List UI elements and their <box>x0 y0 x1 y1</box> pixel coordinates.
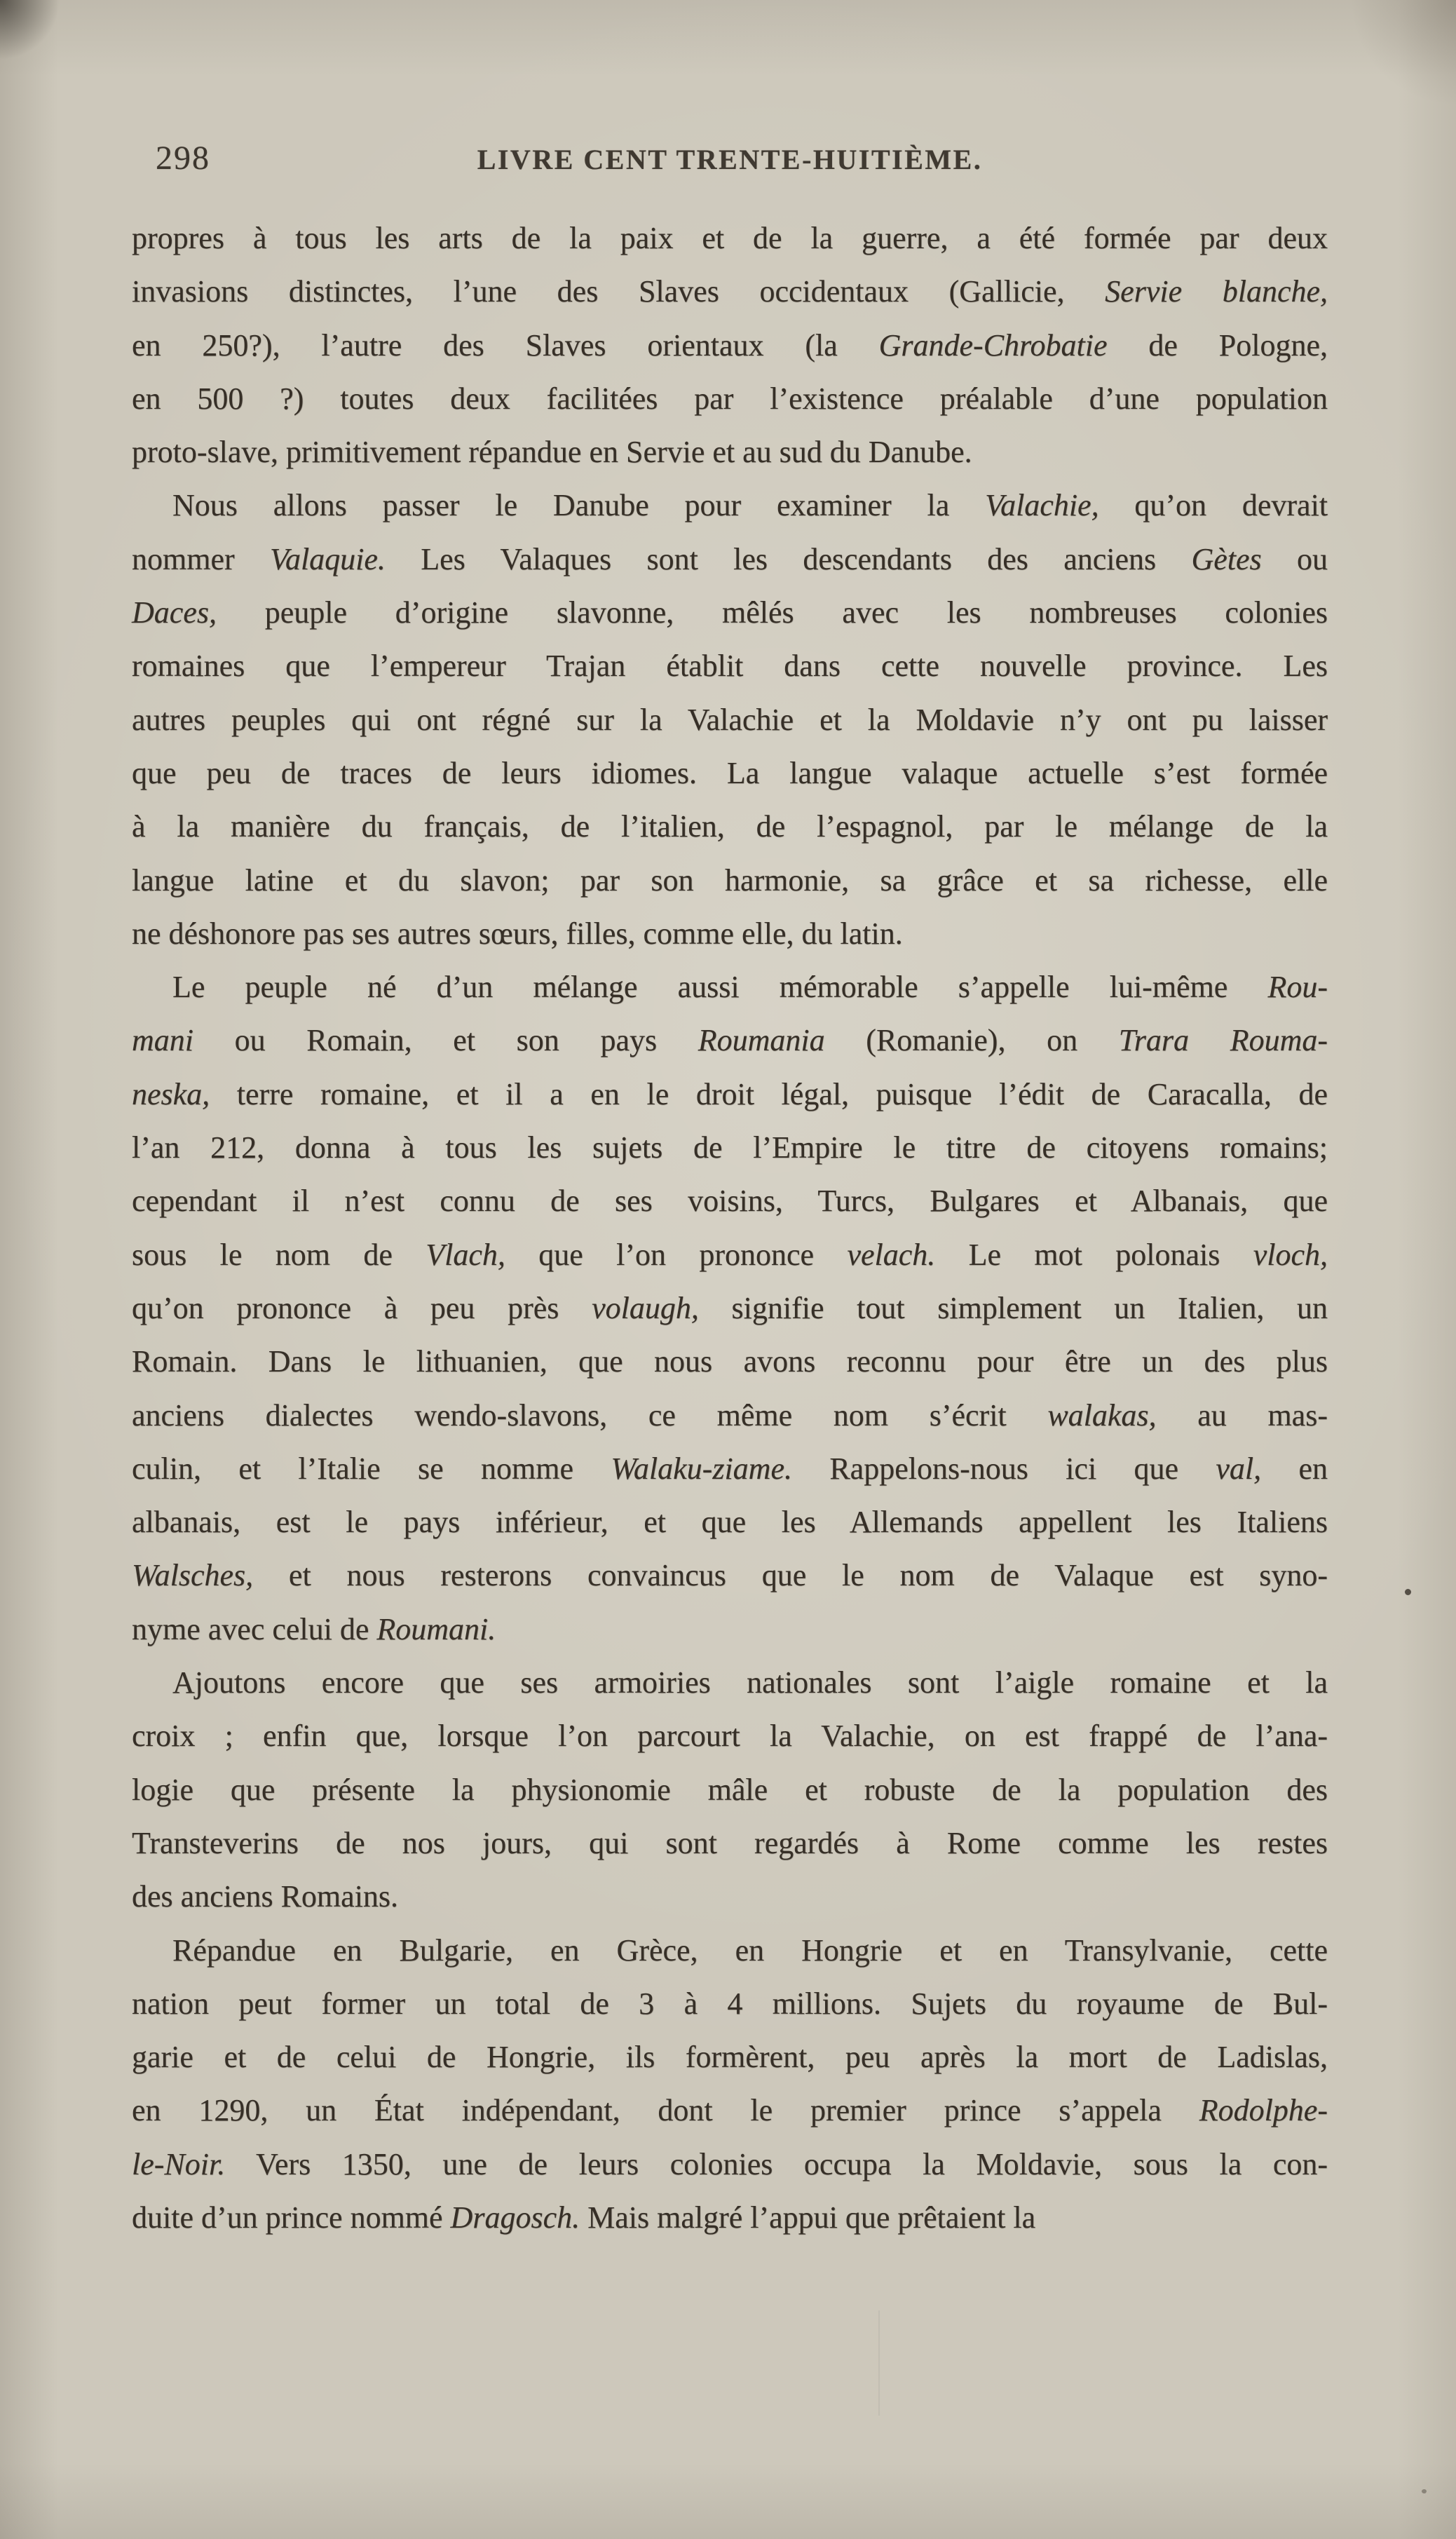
page-number: 298 <box>156 140 210 177</box>
text-segment: à la manière du français, de l’italien, de l’espagnol, par le mélange de la <box>132 809 1328 844</box>
text-segment: que l’on prononce <box>505 1237 848 1272</box>
text-segment: Romain. Dans le lithuanien, que nous avons reconnu pour être un des plus <box>132 1344 1328 1379</box>
text-segment: qu’on devrait <box>1098 488 1328 523</box>
text-segment: Le mot polonais <box>935 1237 1253 1272</box>
text-line <box>132 1817 1328 1870</box>
text-line <box>132 1174 1328 1228</box>
text-line <box>132 961 1328 1014</box>
text-segment: Ajoutons encore que ses armoiries nationales sont l’aigle romaine et la <box>172 1665 1328 1700</box>
italic-text-segment: velach. <box>847 1237 936 1272</box>
italic-text-segment: walakas, <box>1047 1397 1157 1433</box>
italic-text-segment: Walaku-ziame. <box>611 1451 792 1486</box>
text-line <box>132 426 1328 479</box>
text-line <box>132 1282 1328 1335</box>
text-segment: nation peut former un total de 3 à 4 millions. Sujets du royaume de Bul- <box>132 1986 1328 2021</box>
text-segment: autres peuples qui ont régné sur la Valachie et la Moldavie n’y ont pu laisser <box>132 702 1328 737</box>
italic-text-segment: val, <box>1216 1451 1262 1486</box>
italic-text-segment: Roumania <box>698 1023 825 1058</box>
text-line <box>132 1924 1328 1977</box>
italic-text-segment: Vlach, <box>426 1237 505 1272</box>
italic-text-segment: Rou- <box>1267 970 1328 1005</box>
italic-text-segment: Daces, <box>132 595 217 630</box>
text-line <box>132 479 1328 532</box>
page-body <box>132 212 1328 2245</box>
text-segment: (Romanie), on <box>824 1023 1119 1058</box>
italic-text-segment: Roumani. <box>376 1611 496 1646</box>
text-line <box>132 2138 1328 2191</box>
running-title: LIVRE CENT TRENTE-HUITIÈME. <box>477 144 983 175</box>
text-segment: en 1290, un État indépendant, dont le premier prince s’appela <box>132 2093 1199 2128</box>
ink-speck <box>1422 2489 1427 2493</box>
text-segment: Vers 1350, une de leurs colonies occupa la Moldavie, sous la con- <box>225 2146 1328 2181</box>
italic-text-segment: Grande-Chrobatie <box>878 327 1108 363</box>
text-line <box>132 1121 1328 1174</box>
text-segment: de Pologne, <box>1107 327 1328 363</box>
text-segment: Le peuple né d’un mélange aussi mémorable s’appelle lui-même <box>172 970 1268 1005</box>
text-line <box>132 1496 1328 1549</box>
text-segment: sous le nom de <box>132 1237 426 1272</box>
text-segment: nommer <box>132 541 270 576</box>
text-line <box>132 800 1328 853</box>
text-segment: ou Romain, et son pays <box>193 1023 698 1058</box>
text-line <box>132 854 1328 907</box>
text-line <box>132 1656 1328 1709</box>
text-segment: garie et de celui de Hongrie, ils formèrent, peu après la mort de Ladislas, <box>132 2040 1328 2075</box>
italic-text-segment: vloch, <box>1253 1237 1328 1272</box>
text-line <box>132 1335 1328 1388</box>
text-segment: des anciens Romains. <box>132 1879 399 1914</box>
text-line <box>132 1763 1328 1817</box>
italic-text-segment: Gètes <box>1191 541 1262 576</box>
text-line <box>132 1709 1328 1763</box>
italic-text-segment: mani <box>132 1023 193 1058</box>
text-segment: nyme avec celui de <box>132 1611 377 1646</box>
text-line <box>132 2084 1328 2137</box>
text-segment: proto-slave, primitivement répandue en Servie et au sud du Danube. <box>132 435 972 470</box>
text-segment: et nous resterons convaincus que le nom de Valaque est syno- <box>253 1558 1328 1593</box>
text-line <box>132 2191 1328 2245</box>
italic-text-segment: Walsches, <box>132 1558 254 1593</box>
text-segment: invasions distinctes, l’une des Slaves occidentaux (Gallicie, <box>132 274 1105 309</box>
text-segment: anciens dialectes wendo-slavons, ce même nom s’écrit <box>132 1397 1048 1433</box>
text-line <box>132 1870 1328 1923</box>
text-line <box>132 1549 1328 1602</box>
italic-text-segment: Rodolphe- <box>1199 2093 1328 2128</box>
text-line <box>132 1977 1328 2031</box>
text-segment: l’an 212, donna à tous les sujets de l’Empire le titre de citoyens romains; <box>132 1130 1328 1165</box>
text-line <box>132 2031 1328 2084</box>
text-segment: Nous allons passer le Danube pour examiner la <box>172 488 986 523</box>
italic-text-segment: Dragosch. <box>450 2200 580 2235</box>
text-segment: langue latine et du slavon; par son harmonie, sa grâce et sa richesse, elle <box>132 862 1328 898</box>
text-line <box>132 319 1328 372</box>
text-line <box>132 1014 1328 1067</box>
text-line <box>132 639 1328 693</box>
text-segment: au mas- <box>1156 1397 1328 1433</box>
text-segment: albanais, est le pays inférieur, et que les Allemands appellent les Italiens <box>132 1505 1328 1540</box>
text-segment: croix ; enfin que, lorsque l’on parcourt la Valachie, on est frappé de l’ana- <box>132 1719 1328 1754</box>
text-segment: que peu de traces de leurs idiomes. La langue valaque actuelle s’est formée <box>132 755 1328 790</box>
text-segment: en 500 ?) toutes deux facilitées par l’existence préalable d’une population <box>132 381 1328 416</box>
text-segment: Les Valaques sont les descendants des anciens <box>385 541 1192 576</box>
italic-text-segment: volaugh, <box>592 1290 699 1325</box>
text-line <box>132 212 1328 265</box>
text-line <box>132 265 1328 318</box>
text-line <box>132 1389 1328 1442</box>
text-segment: Mais malgré l’appui que prêtaient la <box>580 2200 1036 2235</box>
text-line <box>132 693 1328 747</box>
text-segment: cependant il n’est connu de ses voisins, Turcs, Bulgares et Albanais, que <box>132 1184 1328 1219</box>
text-segment: Transteverins de nos jours, qui sont regardés à Rome comme les restes <box>132 1825 1328 1860</box>
text-segment: ou <box>1261 541 1328 576</box>
ink-speck <box>1405 1589 1411 1595</box>
paper-crease <box>878 2310 880 2416</box>
text-line <box>132 1603 1328 1656</box>
text-line <box>132 533 1328 586</box>
text-segment: peuple d’origine slavonne, mêlés avec les nombreuses colonies <box>216 595 1328 630</box>
text-segment: Répandue en Bulgarie, en Grèce, en Hongrie et en Transylvanie, cette <box>172 1932 1328 1968</box>
page-header <box>132 137 1328 189</box>
italic-text-segment: Servie blanche, <box>1105 274 1328 309</box>
italic-text-segment: neska, <box>132 1076 210 1111</box>
text-segment: duite d’un prince nommé <box>132 2200 451 2235</box>
text-line <box>132 1228 1328 1282</box>
text-segment: en <box>1261 1451 1328 1486</box>
text-line <box>132 586 1328 639</box>
text-segment: en 250?), l’autre des Slaves orientaux (la <box>132 327 879 363</box>
text-segment: Rappelons-nous ici que <box>791 1451 1216 1486</box>
text-line <box>132 747 1328 800</box>
text-segment: culin, et l’Italie se nomme <box>132 1451 611 1486</box>
text-segment: signifie tout simplement un Italien, un <box>698 1290 1328 1325</box>
italic-text-segment: Trara Rouma- <box>1118 1023 1328 1058</box>
italic-text-segment: Valachie, <box>985 488 1099 523</box>
text-segment: qu’on prononce à peu près <box>132 1290 592 1325</box>
italic-text-segment: le-Noir. <box>132 2146 226 2181</box>
text-segment: ne déshonore pas ses autres sœurs, filles, comme elle, du latin. <box>132 916 903 951</box>
text-line <box>132 907 1328 961</box>
text-segment: logie que présente la physionomie mâle et robuste de la population des <box>132 1772 1328 1807</box>
italic-text-segment: Valaquie. <box>269 541 386 576</box>
text-segment: propres à tous les arts de la paix et de la guerre, a été formée par deux <box>132 221 1328 255</box>
text-segment: romaines que l’empereur Trajan établit dans cette nouvelle province. Les <box>132 649 1328 684</box>
text-segment: terre romaine, et il a en le droit légal, puisque l’édit de Caracalla, de <box>210 1076 1328 1111</box>
text-line <box>132 1068 1328 1121</box>
text-line <box>132 1442 1328 1496</box>
text-line <box>132 372 1328 426</box>
